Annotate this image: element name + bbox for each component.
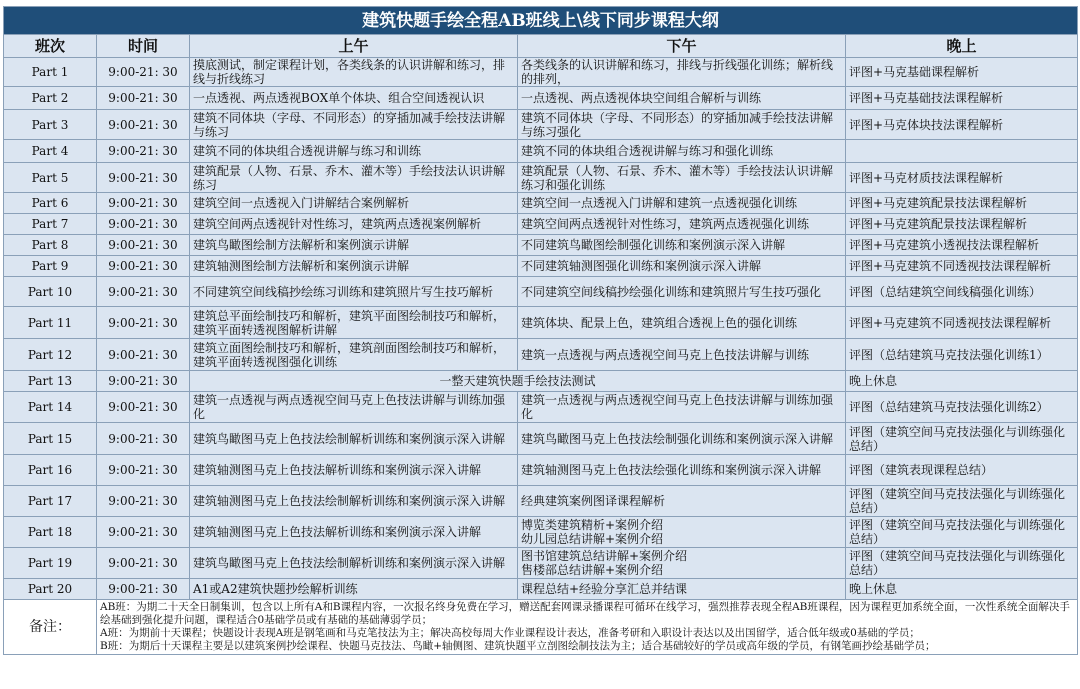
cell-afternoon: 不同建筑空间线稿抄绘强化训练和建筑照片写生技巧强化 (518, 277, 846, 307)
cell-evening: 评图（建筑空间马克技法强化与训练强化总结） (846, 486, 1078, 517)
cell-time: 9:00-21: 30 (97, 140, 190, 163)
cell-time: 9:00-21: 30 (97, 214, 190, 235)
cell-time: 9:00-21: 30 (97, 455, 190, 486)
cell-part: Part 7 (4, 214, 97, 235)
cell-part: Part 17 (4, 486, 97, 517)
cell-part: Part 8 (4, 235, 97, 256)
cell-morning: 建筑空间一点透视入门讲解结合案例解析 (190, 193, 518, 214)
table-row (4, 307, 1078, 339)
cell-part: Part 11 (4, 307, 97, 339)
cell-evening: 评图+马克基础课程解析 (846, 58, 1078, 87)
cell-morning: 建筑不同的体块组合透视讲解与练习和训练 (190, 140, 518, 163)
cell-part: Part 2 (4, 87, 97, 110)
table-row (4, 371, 1078, 392)
table-row (4, 163, 1078, 193)
cell-afternoon: 一点透视、两点透视体块空间组合解析与训练 (518, 87, 846, 110)
cell-time: 9:00-21: 30 (97, 277, 190, 307)
cell-evening: 评图+马克建筑不同透视技法课程解析 (846, 307, 1078, 339)
cell-evening: 晚上休息 (846, 371, 1078, 392)
table-row (4, 58, 1078, 87)
table-row (4, 423, 1078, 455)
notes-line: A班：为期前十天课程；快题设计表现A班是钢笔画和马克笔技法为主；解决高校每周大作业课程设计表达，准备考研和入职设计表达以及出国留学，适合低年级或0基础的学员； (100, 627, 920, 639)
table-row (4, 392, 1078, 423)
cell-morning: 一点透视、两点透视BOX单个体块、组合空间透视认识 (190, 87, 518, 110)
cell-part: Part 12 (4, 339, 97, 371)
cell-part: Part 14 (4, 392, 97, 423)
header-time: 时间 (97, 35, 190, 58)
cell-time: 9:00-21: 30 (97, 517, 190, 548)
course-outline-table (3, 6, 1078, 655)
cell-morning: A1或A2建筑快题抄绘解析训练 (190, 579, 518, 600)
cell-morning: 建筑不同体块（字母、不同形态）的穿插加减手绘技法讲解与练习 (190, 110, 518, 140)
cell-evening: 评图+马克建筑不同透视技法课程解析 (846, 256, 1078, 277)
cell-morning: 建筑轴测图马克上色技法绘制解析训练和案例演示深入讲解 (190, 486, 518, 517)
table-row (4, 193, 1078, 214)
cell-part: Part 1 (4, 58, 97, 87)
cell-morning: 摸底测试，制定课程计划，各类线条的认识讲解和练习，排线与折线练习 (190, 58, 518, 87)
cell-evening: 评图+马克体块技法课程解析 (846, 110, 1078, 140)
table-row (4, 579, 1078, 600)
cell-part: Part 20 (4, 579, 97, 600)
cell-afternoon: 建筑轴测图马克上色技法绘强化训练和案例演示深入讲解 (518, 455, 846, 486)
cell-part: Part 18 (4, 517, 97, 548)
cell-morning: 建筑轴测图马克上色技法解析训练和案例演示深入讲解 (190, 455, 518, 486)
cell-morning: 建筑轴测图绘制方法解析和案例演示讲解 (190, 256, 518, 277)
cell-evening: 评图+马克材质技法课程解析 (846, 163, 1078, 193)
cell-afternoon: 建筑配景（人物、石景、乔木、灌木等）手绘技法认识讲解练习和强化训练 (518, 163, 846, 193)
cell-afternoon: 经典建筑案例图译课程解析 (518, 486, 846, 517)
cell-time: 9:00-21: 30 (97, 392, 190, 423)
cell-time: 9:00-21: 30 (97, 163, 190, 193)
cell-morning: 建筑轴测图马克上色技法解析训练和案例演示深入讲解 (190, 517, 518, 548)
cell-evening (846, 140, 1078, 163)
table-row (4, 214, 1078, 235)
cell-evening: 评图（总结建筑马克技法强化训练1） (846, 339, 1078, 371)
cell-morning: 建筑立面图绘制技巧和解析，建筑剖面图绘制技巧和解析，建筑平面转透视图强化训练 (190, 339, 518, 371)
table-row (4, 256, 1078, 277)
cell-afternoon: 建筑空间一点透视入门讲解和建筑一点透视强化训练 (518, 193, 846, 214)
table-row (4, 140, 1078, 163)
cell-time: 9:00-21: 30 (97, 235, 190, 256)
cell-part: Part 9 (4, 256, 97, 277)
cell-afternoon: 建筑一点透视与两点透视空间马克上色技法讲解与训练 (518, 339, 846, 371)
cell-time: 9:00-21: 30 (97, 548, 190, 579)
cell-part: Part 19 (4, 548, 97, 579)
table-row (4, 548, 1078, 579)
cell-time: 9:00-21: 30 (97, 256, 190, 277)
cell-evening: 评图+马克建筑小透视技法课程解析 (846, 235, 1078, 256)
cell-evening: 晚上休息 (846, 579, 1078, 600)
cell-morning: 建筑鸟瞰图马克上色技法绘制解析训练和案例演示深入讲解 (190, 423, 518, 455)
cell-part: Part 16 (4, 455, 97, 486)
cell-afternoon: 不同建筑轴测图强化训练和案例演示深入讲解 (518, 256, 846, 277)
notes-row (4, 600, 1078, 655)
cell-afternoon: 建筑不同的体块组合透视讲解与练习和强化训练 (518, 140, 846, 163)
cell-evening: 评图（总结建筑马克技法强化训练2） (846, 392, 1078, 423)
table-row (4, 277, 1078, 307)
cell-time: 9:00-21: 30 (97, 339, 190, 371)
cell-afternoon: 建筑空间两点透视针对性练习，建筑两点透视强化训练 (518, 214, 846, 235)
table-row (4, 455, 1078, 486)
header-afternoon: 下午 (518, 35, 846, 58)
cell-morning: 建筑一点透视与两点透视空间马克上色技法讲解与训练加强化 (190, 392, 518, 423)
cell-evening: 评图+马克建筑配景技法课程解析 (846, 193, 1078, 214)
notes-line: AB班：为期二十天全日制集训，包含以上所有A和B课程内容，一次报名终身免费在学习，赠送配套网课录播课程可循环在线学习，强烈推荐表现全程AB班课程，因为课程更加系统全面，一次性系统全面解决手绘基础到强化提升问题，课程适合0基础学员或有基础的基础薄弱学员； (100, 601, 1070, 626)
cell-part: Part 15 (4, 423, 97, 455)
table-row (4, 87, 1078, 110)
cell-evening: 评图（建筑空间马克技法强化与训练强化总结） (846, 517, 1078, 548)
notes-line: B班：为期后十天课程主要是以建筑案例抄绘课程、快题马克技法、鸟瞰+轴侧图、建筑快题平立剖图绘制技法为主；适合基础较好的学员或高年级的学员，有钢笔画抄绘基础学员； (100, 640, 936, 652)
cell-full-day: 一整天建筑快题手绘技法测试 (190, 371, 846, 392)
cell-evening: 评图（建筑表现课程总结） (846, 455, 1078, 486)
header-part: 班次 (4, 35, 97, 58)
header-evening: 晚上 (846, 35, 1078, 58)
cell-afternoon: 建筑体块、配景上色，建筑组合透视上色的强化训练 (518, 307, 846, 339)
cell-part: Part 3 (4, 110, 97, 140)
cell-afternoon: 各类线条的认识讲解和练习，排线与折线强化训练；解析线的排列， (518, 58, 846, 87)
cell-time: 9:00-21: 30 (97, 423, 190, 455)
cell-afternoon: 课程总结+经验分享汇总并结课 (518, 579, 846, 600)
cell-time: 9:00-21: 30 (97, 110, 190, 140)
table-row (4, 339, 1078, 371)
notes-label: 备注： (4, 600, 97, 655)
cell-afternoon: 博览类建筑精析+案例介绍 幼儿园总结讲解+案例介绍 (518, 517, 846, 548)
table-row (4, 235, 1078, 256)
cell-time: 9:00-21: 30 (97, 193, 190, 214)
cell-time: 9:00-21: 30 (97, 371, 190, 392)
cell-part: Part 13 (4, 371, 97, 392)
cell-evening: 评图（建筑空间马克技法强化与训练强化总结） (846, 423, 1078, 455)
table-row (4, 517, 1078, 548)
cell-morning: 不同建筑空间线稿抄绘练习训练和建筑照片写生技巧解析 (190, 277, 518, 307)
cell-morning: 建筑配景（人物、石景、乔木、灌木等）手绘技法认识讲解练习 (190, 163, 518, 193)
table-row (4, 110, 1078, 140)
cell-part: Part 5 (4, 163, 97, 193)
cell-morning: 建筑鸟瞰图马克上色技法绘制解析训练和案例演示深入讲解 (190, 548, 518, 579)
cell-time: 9:00-21: 30 (97, 58, 190, 87)
cell-morning: 建筑鸟瞰图绘制方法解析和案例演示讲解 (190, 235, 518, 256)
cell-evening: 评图（总结建筑空间线稿强化训练） (846, 277, 1078, 307)
cell-part: Part 10 (4, 277, 97, 307)
cell-afternoon: 建筑鸟瞰图马克上色技法绘制强化训练和案例演示深入讲解 (518, 423, 846, 455)
cell-evening: 评图（建筑空间马克技法强化与训练强化总结） (846, 548, 1078, 579)
cell-morning: 建筑总平面绘制技巧和解析，建筑平面图绘制技巧和解析，建筑平面转透视图解析讲解 (190, 307, 518, 339)
cell-afternoon: 不同建筑鸟瞰图绘制强化训练和案例演示深入讲解 (518, 235, 846, 256)
cell-time: 9:00-21: 30 (97, 87, 190, 110)
cell-time: 9:00-21: 30 (97, 307, 190, 339)
header-morning: 上午 (190, 35, 518, 58)
page-title: 建筑快题手绘全程AB班线上\线下同步课程大纲 (4, 7, 1078, 35)
cell-morning: 建筑空间两点透视针对性练习，建筑两点透视案例解析 (190, 214, 518, 235)
cell-afternoon: 建筑一点透视与两点透视空间马克上色技法讲解与训练加强化 (518, 392, 846, 423)
cell-afternoon: 建筑不同体块（字母、不同形态）的穿插加减手绘技法讲解与练习强化 (518, 110, 846, 140)
cell-part: Part 6 (4, 193, 97, 214)
cell-afternoon: 图书馆建筑总结讲解+案例介绍 售楼部总结讲解+案例介绍 (518, 548, 846, 579)
cell-part: Part 4 (4, 140, 97, 163)
cell-time: 9:00-21: 30 (97, 486, 190, 517)
table-row (4, 486, 1078, 517)
cell-time: 9:00-21: 30 (97, 579, 190, 600)
cell-evening: 评图+马克基础技法课程解析 (846, 87, 1078, 110)
cell-evening: 评图+马克建筑配景技法课程解析 (846, 214, 1078, 235)
notes-text (97, 600, 1078, 655)
